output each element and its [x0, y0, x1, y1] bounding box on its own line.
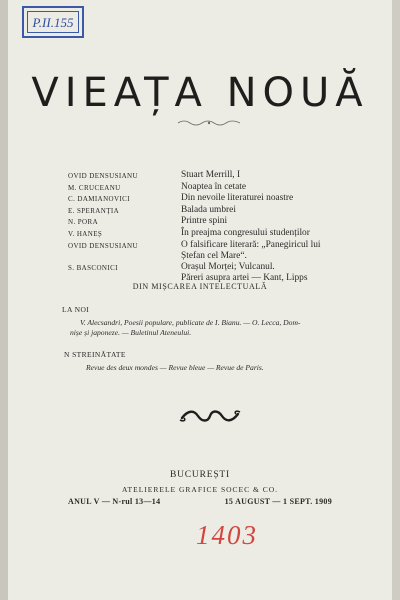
toc-title: Orașul Morței; Vulcanul.	[181, 261, 275, 272]
toc-author: C. DAMIANOVICI	[68, 195, 130, 204]
toc-row	[68, 262, 398, 274]
toc-author: N. PORA	[68, 218, 99, 227]
toc-row	[68, 216, 398, 228]
toc-title: Stuart Merrill, I	[181, 170, 241, 180]
toc-author	[68, 251, 181, 262]
toc-row	[68, 170, 398, 182]
toc-title: Printre spini	[181, 216, 228, 227]
abroad-section-label: N STREINĂTATE	[64, 350, 126, 359]
toc-title: O falsificare literară: „Panegiricul lui	[181, 239, 321, 250]
issue-number: ANUL V — N-rul 13—14	[68, 497, 161, 506]
toc-row	[68, 251, 398, 262]
home-section-text-line-2: nișe și japoneze. — Buletinul Ateneului.	[70, 328, 192, 337]
title-ornament	[176, 119, 242, 127]
toc-author: OVID DENSUSIANU	[68, 172, 138, 180]
toc-row	[68, 228, 398, 240]
journal-title: VIEAȚA NOUĂ	[31, 70, 369, 116]
library-stamp	[22, 6, 84, 38]
handwritten-inventory-number: 1403	[196, 520, 258, 550]
issue-footer	[68, 497, 332, 506]
abroad-section-text: Revue des deux mondes — Revue bleue — Revue de Paris.	[86, 363, 264, 372]
movement-heading: DIN MIȘCAREA INTELECTUALĂ	[132, 282, 268, 291]
toc-author: S. BASCONICI	[68, 263, 118, 272]
toc-author: V. HANEȘ	[68, 229, 103, 238]
toc-title: Ștefan cel Mare“.	[181, 251, 247, 262]
toc-author: E. SPERANȚIA	[68, 206, 120, 215]
publication-city: BUCUREȘTI	[170, 470, 230, 480]
home-section-text-line-1: V. Alecsandri, Poesii populare, publicate de I. Bianu. — O. Lecca, Dom-	[80, 318, 301, 327]
toc-row	[68, 205, 398, 217]
page-edge-left	[0, 0, 8, 600]
table-of-contents	[68, 170, 398, 284]
stamp-text: P.II.155	[32, 15, 74, 30]
toc-row	[68, 193, 398, 205]
toc-title: Din nevoile literaturei noastre	[181, 193, 294, 204]
toc-title: Balada umbrei	[181, 204, 236, 215]
toc-title: În preajma congresului studenților	[181, 227, 310, 238]
toc-author: M. CRUCEANU	[68, 183, 121, 192]
journal-cover	[8, 0, 392, 600]
printer-name: ATELIERELE GRAFICE SOCEC & CO.	[121, 485, 279, 494]
toc-title: Noaptea în cetate	[181, 181, 247, 192]
decorative-swash	[178, 408, 242, 424]
toc-row	[68, 240, 398, 252]
toc-title: Păreri asupra artei — Kant, Lipps	[181, 273, 308, 284]
page-edge-right	[392, 0, 400, 600]
toc-row	[68, 182, 398, 194]
toc-author: OVID DENSUSIANU	[68, 241, 138, 250]
issue-date: 15 AUGUST — 1 SEPT. 1909	[224, 497, 332, 506]
home-section-label: LA NOI	[62, 305, 90, 314]
